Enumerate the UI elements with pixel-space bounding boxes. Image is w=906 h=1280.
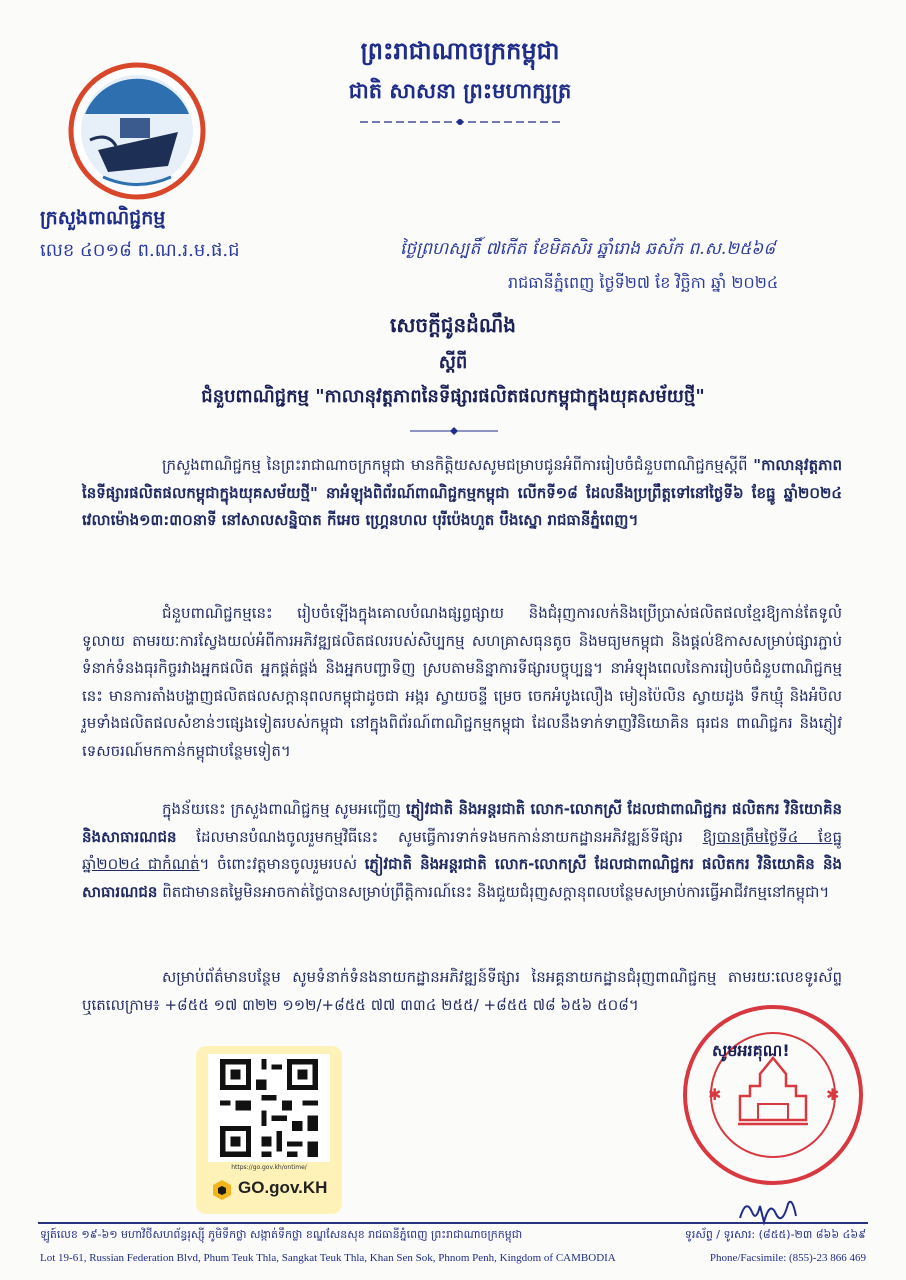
invitation-lead: ក្នុងន័យនេះ ក្រសួងពាណិជ្ជកម្ម សូមអញ្ជើញ bbox=[162, 800, 406, 818]
svg-text:✱: ✱ bbox=[708, 1085, 722, 1104]
intro-text: ក្រសួងពាណិជ្ជកម្ម នៃព្រះរាជាណាចក្រកម្ពុជា មានកិត្តិយសសូមជម្រាបជូនអំពីការរៀបចំជំនួបពាណិជ្ជកម្មស្តីពី bbox=[162, 456, 754, 474]
ministry-name: ក្រសួងពាណិជ្ជកម្ម bbox=[40, 207, 166, 229]
lunar-date: ថ្ងៃព្រហស្បតិ៍ ៧កើត ខែមិគសិរ ឆ្នាំរោង ឆស័ក ព.ស.២៥៦៨ bbox=[400, 239, 776, 259]
document-subject-label: ស្តីពី bbox=[438, 352, 468, 373]
footer-phone-en: Phone/Facsimile: (855)-23 866 469 bbox=[709, 1252, 866, 1264]
invitees-repeat: ភ្ញៀវជាតិ និងអន្តរជាតិ លោក-លោកស្រី ដែលជាពាណិជ្ជករ ផលិតករ វិនិយោគិន និងសាធារណជន bbox=[82, 855, 842, 901]
svg-text:✱: ✱ bbox=[826, 1085, 840, 1104]
ministry-seal bbox=[678, 1000, 868, 1190]
footer-address-en: Lot 19-61, Russian Federation Blvd, Phum Teuk Thla, Sangkat Teuk Thla, Khan Sen Sok, Phnom Penh, Kingdom of CAMBODIA bbox=[40, 1252, 616, 1264]
ministry-logo bbox=[68, 62, 206, 200]
go-gov-brand: GO.gov.KH bbox=[238, 1178, 328, 1197]
qr-code-icon[interactable] bbox=[208, 1054, 330, 1162]
invitees: ភ្ញៀវជាតិ និងអន្តរជាតិ លោក-លោកស្រី ដែលជាពាណិជ្ជករ ផលិតករ វិនិយោគិន និងសាធារណជន bbox=[82, 800, 842, 846]
signature-label: សូមអរគុណ! bbox=[712, 1041, 790, 1060]
paragraph-purpose: ជំនួបពាណិជ្ជកម្មនេះ រៀបចំឡើងក្នុងគោលបំណងផ្សព្វផ្សាយ និងជំរុញការលក់និងប្រើប្រាស់ផលិតផលខ្មែរឱ្យកាន់តែទូលំទូលាយ តាមរយៈការស្វែងយល់អំពីការអភិវឌ្ឍផលិតផលរបស់សិប្បកម្ម សហគ្រាសធុនតូច និងមធ្យមកម្ពុជា និងផ្តល់ឱកាសសម្រាប់ផ្សារភ្ជាប់ទំនាក់ទំនងធុរកិច្ចរវាងអ្នកផលិត អ្នកផ្គត់ផ្គង់ និងអ្នកបញ្ជាទិញ ស្របតាមនិន្នាការទីផ្សារបច្ចុប្បន្ន។ នាអំឡុងពេលនៃការរៀបចំជំនួបពាណិជ្ជកម្មនេះ មានការតាំងបង្ហាញផលិតផលសក្តានុពលកម្ពុជាដូចជា អង្ករ ស្វាយចន្ទី ម្រេច ចេកអំបូងលឿង មៀនប៉ៃលិន ស្វាយដូង ទឹកឃ្មុំ និងអំបិល រួមទាំងផលិតផលសំខាន់ៗផ្សេងទៀតរបស់កម្ពុជា នៅក្នុងពិព័រណ៍ពាណិជ្ជកម្មកម្ពុជា ដែលនឹងទាក់ទាញវិនិយោគិន ធុរជន ពាណិជ្ជករ និងភ្ញៀវទេសចរណ៍មកកាន់កម្ពុជាបន្ថែមទៀត។ bbox=[82, 604, 842, 760]
document-subject: ជំនួបពាណិជ្ជកម្ម "កាលានុវត្តភាពនៃទីផ្សារផលិតផលកម្ពុជាក្នុងយុគសម័យថ្មី" bbox=[201, 386, 705, 407]
footer-khmer bbox=[40, 1228, 866, 1244]
invitation-mid: ។ ចំពោះវត្តមានចូលរួមរបស់ bbox=[199, 855, 365, 873]
national-motto: ជាតិ សាសនា ព្រះមហាក្សត្រ bbox=[348, 79, 572, 103]
paragraph-invitation bbox=[82, 796, 842, 906]
solar-date: រាជធានីភ្នំពេញ ថ្ងៃទី២៧ ខែ វិច្ឆិកា ឆ្នាំ ២០២៤ bbox=[508, 273, 779, 292]
title-divider-icon bbox=[410, 426, 498, 436]
reference-number: លេខ ៤០១៨ ព.ណ.រ.ម.ផ.ជ bbox=[40, 240, 240, 261]
go-gov-logo-icon bbox=[210, 1178, 234, 1202]
footer-english bbox=[40, 1252, 866, 1264]
ornament-divider-icon bbox=[360, 116, 560, 128]
paragraph-intro bbox=[82, 452, 842, 535]
invitation-closing: ពិតជាមានតម្លៃមិនអាចកាត់ថ្លៃបានសម្រាប់ព្រឹត្តិការណ៍នេះ និងជួយជំរុញសក្តានុពលបន្ថែមសម្រាប់ការធ្វើអាជីវកម្មនៅកម្ពុជា។ bbox=[157, 882, 830, 901]
intro-event-details: "កាលានុវត្តភាពនៃទីផ្សារផលិតផលកម្ពុជាក្នុងយុគសម័យថ្មី" នាអំឡុងពិព័រណ៍ពាណិជ្ជកម្មកម្ពុជា លើកទី១៨ ដែលនឹងប្រព្រឹត្តទៅនៅថ្ងៃទី៦ ខែធ្នូ ឆ្នាំ២០២៤ វេលាម៉ោង១៣:៣០នាទី នៅសាលសន្និបាត កីអេច ហ្គ្រេនហល បុរីប៉េងហួត បឹងស្នោ រាជធានីភ្នំពេញ។ bbox=[82, 456, 842, 529]
paragraph-contact: សម្រាប់ព័ត៌មានបន្ថែម សូមទំនាក់ទំនងនាយកដ្ឋានអភិវឌ្ឍន៍ទីផ្សារ នៃអគ្គនាយកដ្ឋានជំរុញពាណិជ្ជកម្ម តាមរយៈលេខទូរស័ព្ទ ឬតេលេក្រាម៖ +៨៥៥ ១៧ ៣២២ ១១២/+៨៥៥ ៧៧ ៣៣៤ ២៥៥/ +៨៥៥ ៧៨ ៦៥៦ ៥០៨។ bbox=[82, 968, 842, 1014]
document-title: សេចក្តីជូនដំណឹង bbox=[390, 313, 516, 337]
footer-rule bbox=[38, 1222, 868, 1224]
invitation-contact: ដែលមានបំណងចូលរួមកម្មវិធីនេះ សូមធ្វើការទាក់ទងមកកាន់នាយកដ្ឋានអភិវឌ្ឍន៍ទីផ្សារ bbox=[176, 827, 703, 846]
qr-url: https://go.gov.kh/ontime/ bbox=[231, 1164, 307, 1171]
kingdom-heading: ព្រះរាជាណាចក្រកម្ពុជា bbox=[360, 37, 560, 65]
footer-address-kh: ឡូត៍លេខ ១៩-៦១ មហាវិថីសហព័ន្ធរុស្ស៊ី ភូមិទឹកថ្លា សង្កាត់ទឹកថ្លា ខណ្ឌសែនសុខ រាជធានីភ្នំពេញ ព្រះរាជាណាចក្រកម្ពុជា bbox=[40, 1228, 523, 1241]
footer-phone-kh: ទូរស័ព្ទ / ទូរសារ: (៨៥៥)-២៣ ៨៦៦ ៤៦៩ bbox=[684, 1228, 866, 1241]
registration-deadline: ឱ្យបានត្រឹមថ្ងៃទី៤ ខែធ្នូ ឆ្នាំ២០២៤ ជាកំណត់ bbox=[82, 827, 842, 873]
